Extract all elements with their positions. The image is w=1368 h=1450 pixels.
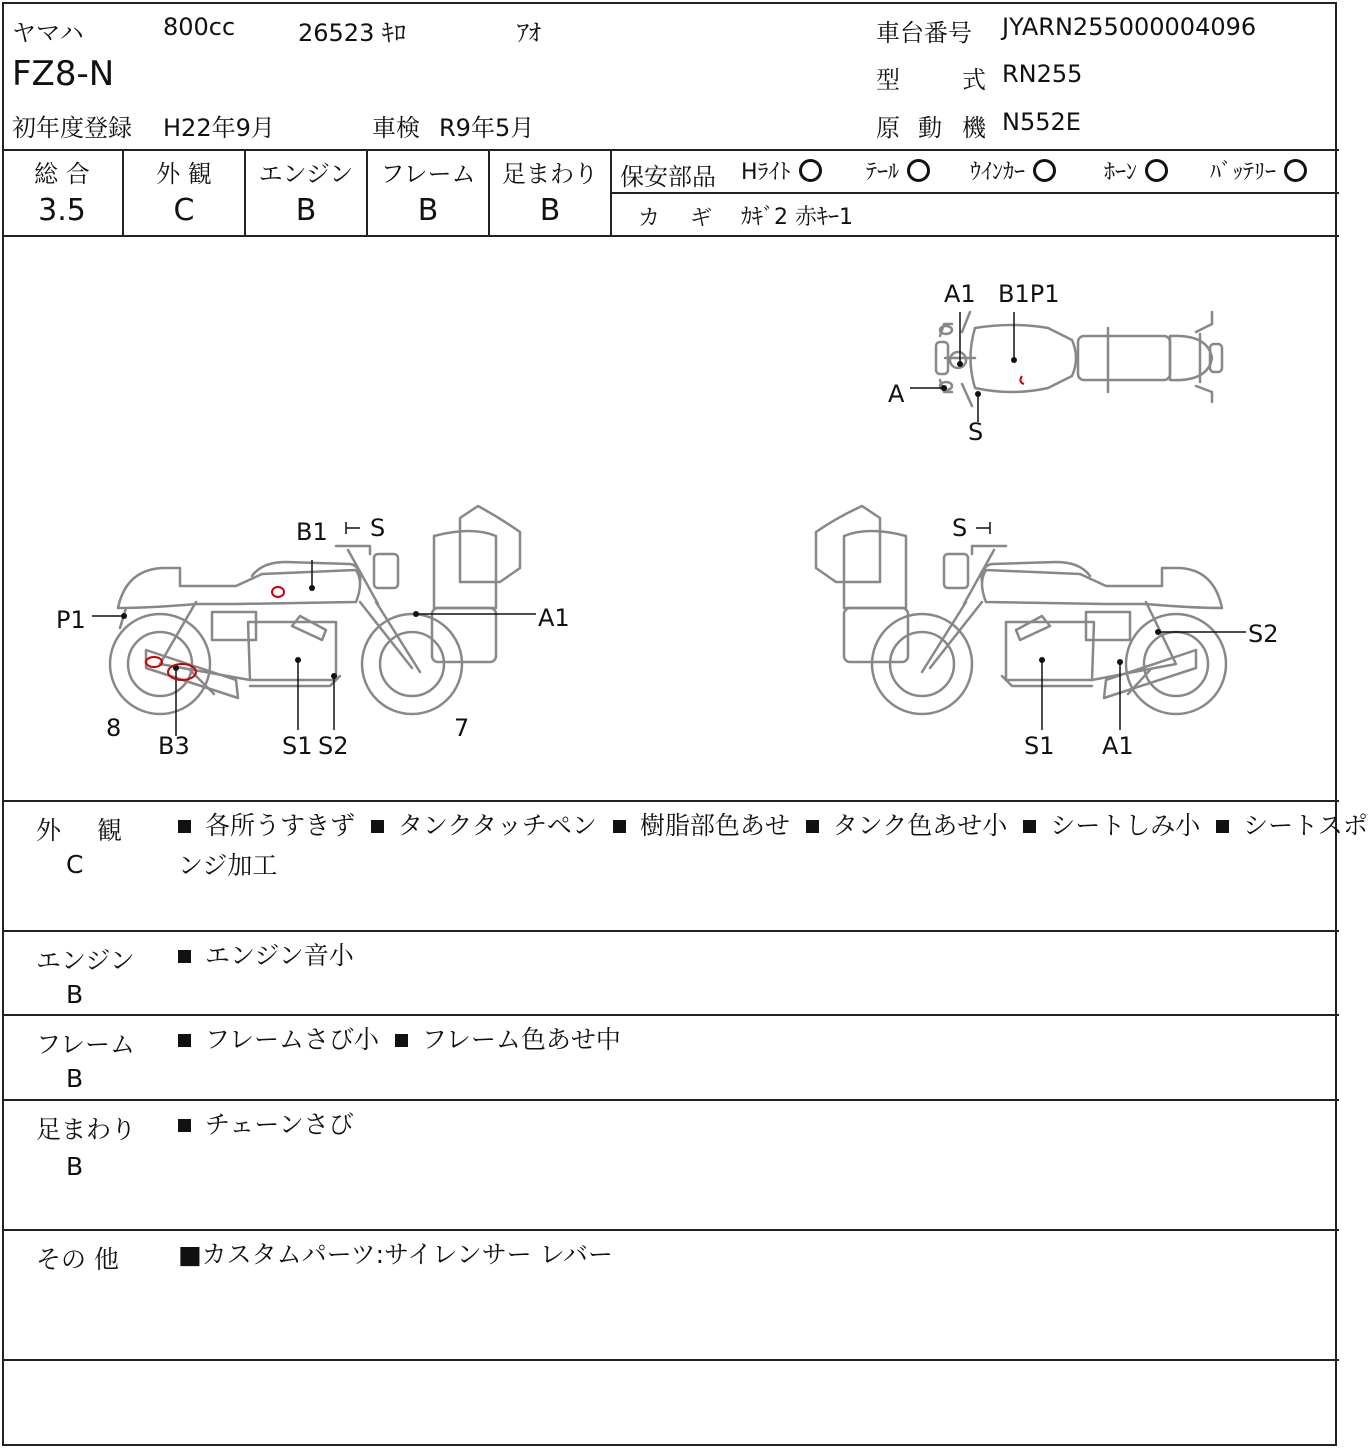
type-label-2: 式 [962,66,986,94]
engine-section-grade: B [66,980,84,1009]
damage-diagram [0,236,1341,801]
safety-horn: ﾎｰﾝ [1104,155,1168,186]
label-right-a1: A1 [1102,732,1134,760]
maker: ヤマハ [12,19,84,47]
suspension-grade-label: 足まわり [502,160,598,188]
overall-value: 3.5 [38,193,86,228]
safety-winker: ｳｲﾝｶｰ [970,155,1056,186]
engine-notes: エンジン音小 [178,936,354,976]
inspection-label: 車検 [372,114,420,142]
frame-no-label: 車台番号 [876,19,972,47]
label-left-8: 8 [106,714,122,742]
key-label-1: カ [638,206,661,231]
other-section-label: その 他 [36,1245,119,1274]
exterior-section-label-1: 外 [36,816,62,845]
key-value: ｶｷﾞ2 赤ｷｰ1 [741,205,853,230]
engine-grade-value: B [295,193,317,228]
suspension-section-label: 足まわり [36,1115,137,1144]
suspension-notes: チェーンさび [178,1105,354,1145]
label-top-a1: A1 [944,280,976,308]
label-left-a1: A1 [538,604,570,632]
divider [2,1014,1339,1016]
first-registration-value: H22年9月 [163,114,275,142]
inspection-value: R9年5月 [439,114,535,142]
divider [2,149,1339,151]
safety-battery: ﾊﾞｯﾃﾘｰ [1210,155,1307,186]
frame-no-value: JYARN255000004096 [1002,13,1257,41]
first-registration-label: 初年度登録 [12,114,132,142]
engine-label-2: 動 [918,114,942,142]
exterior-grade-value: C [173,193,195,228]
color: ｱｵ [517,19,541,47]
label-left-s2: S2 [318,732,349,760]
bike-right-view [816,506,1226,714]
damage-markers [146,376,1024,680]
suspension-section-grade: B [66,1152,84,1181]
divider [612,192,1339,194]
mileage: 26523 ｷﾛ [298,19,406,47]
safety-label: 保安部品 [620,163,716,191]
exterior-section-label-2: 観 [97,816,123,845]
label-top-b1p1: B1P1 [998,280,1060,308]
label-left-b1: B1 [296,518,328,546]
divider [2,1099,1339,1101]
label-left-s1: S1 [282,732,313,760]
divider [2,1359,1339,1361]
engine-grade-label: エンジン [258,160,354,188]
engine-section-label: エンジン [36,946,135,975]
other-notes: ■カスタムパーツ:サイレンサー レバー [178,1240,613,1269]
frame-section-label: フレーム [36,1030,136,1059]
label-right-s: S [952,514,968,542]
safety-tail: ﾃｰﾙ [866,155,930,186]
engine-label-1: 原 [876,114,900,142]
frame-grade-value: B [417,193,439,228]
model-name: FZ8-N [12,54,115,94]
label-left-p1: P1 [56,606,86,634]
suspension-grade-value: B [539,193,561,228]
label-right-s1: S1 [1024,732,1055,760]
exterior-grade-label: 外 観 [156,160,212,188]
divider [2,800,1339,802]
label-left-b3: B3 [158,732,190,760]
exterior-notes: 各所うすきず タンクタッチペン 樹脂部色あせ タンク色あせ小 シートしみ小 シートスポ ンジ加工 [178,811,1368,880]
frame-section-grade: B [66,1064,84,1093]
overall-label: 総 合 [34,160,90,188]
type-label-1: 型 [876,66,900,94]
divider [2,930,1339,932]
frame-grade-label: フレーム [380,160,476,188]
label-top-a: A [888,380,905,408]
engine-value: N552E [1002,108,1081,136]
exterior-section-grade: C [66,850,84,879]
engine-label-3: 機 [962,114,986,142]
label-right-s2: S2 [1248,620,1279,648]
type-value: RN255 [1002,60,1083,88]
displacement: 800cc [163,13,236,41]
frame-notes: フレームさび小 フレーム色あせ中 [178,1020,621,1060]
label-left-7: 7 [454,714,470,742]
label-top-s: S [968,418,984,446]
label-left-s: S [370,514,386,542]
safety-headlight: Hﾗｲﾄ [741,155,822,186]
key-label-2: ギ [690,206,713,231]
divider [2,1229,1339,1231]
